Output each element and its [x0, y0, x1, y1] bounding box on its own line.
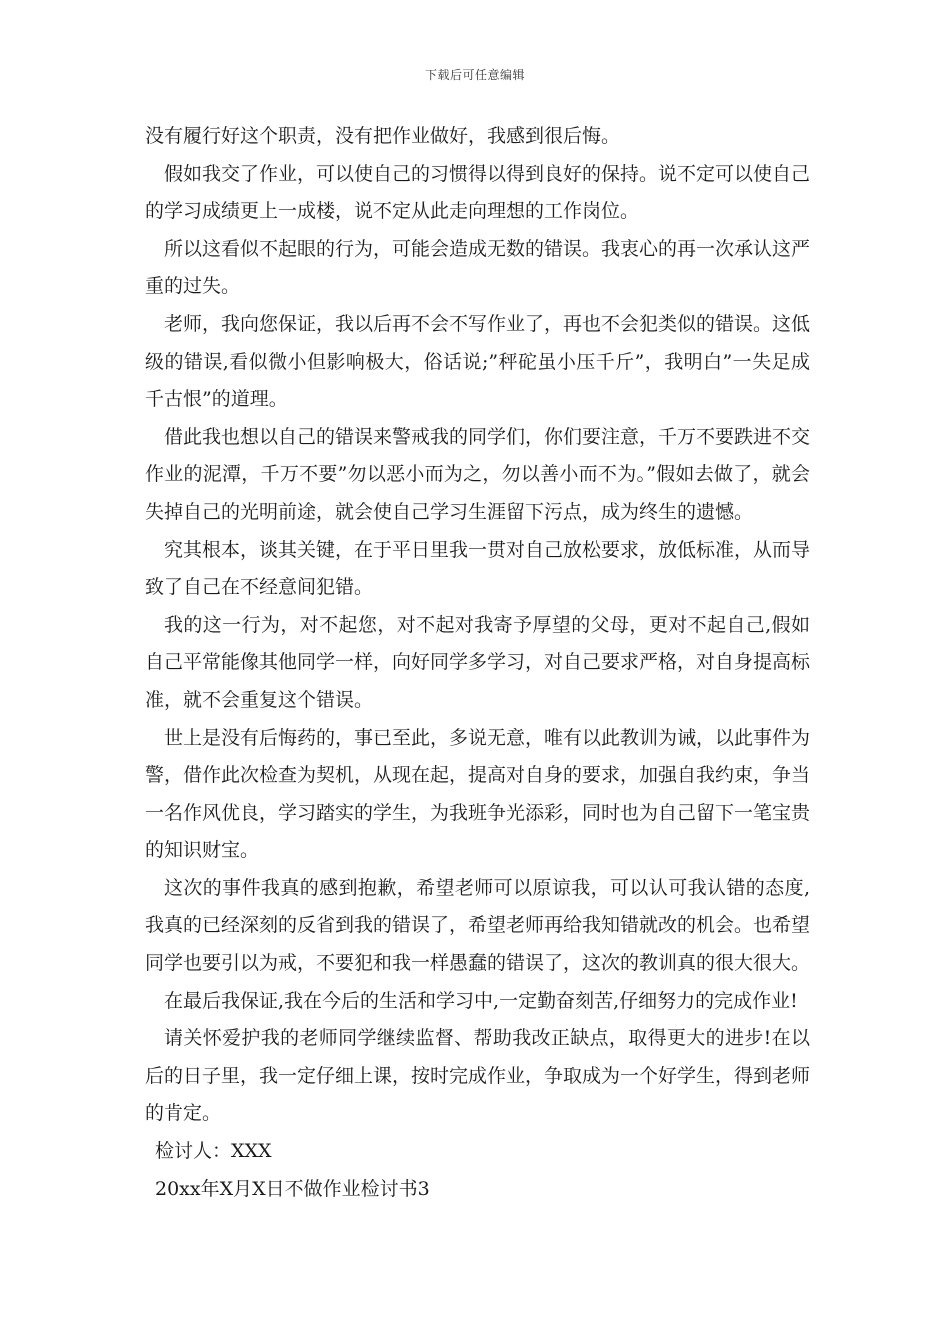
date-line: 20xx年X月X日不做作业检讨书3 [155, 1177, 430, 1200]
paragraph-6: 究其根本，谈其关键，在于平日里我一贯对自己放松要求，放低标准，从而导致了自己在不经意间犯错。 [145, 538, 811, 599]
paragraph-8: 世上是没有后悔药的，事已至此，多说无意，唯有以此教训为诫，以此事件为警，借作此次检查为契机，从现在起，提高对自身的要求，加强自我约束，争当一名作风优良，学习踏实的学生，为我班争光添彩，同时也为自己留下一笔宝贵的知识财宝。 [145, 726, 811, 862]
document-body [145, 118, 810, 1208]
paragraph-2: 假如我交了作业，可以使自己的习惯得以得到良好的保持。说不定可以使自己的学习成绩更上一成楼，说不定从此走向理想的工作岗位。 [145, 162, 811, 223]
paragraph-11: 请关怀爱护我的老师同学继续监督、帮助我改正缺点，取得更大的进步!在以后的日子里，我一定仔细上课，按时完成作业，争取成为一个好学生，得到老师的肯定。 [145, 1027, 811, 1125]
paragraph-7: 我的这一行为，对不起您，对不起对我寄予厚望的父母，更对不起自己,假如自己平常能像其他同学一样，向好同学多学习，对自己要求严格，对自身提高标准，就不会重复这个错误。 [145, 613, 811, 711]
paragraph-3: 所以这看似不起眼的行为，可能会造成无数的错误。我衷心的再一次承认这严重的过失。 [145, 237, 811, 298]
paragraph-4: 老师，我向您保证，我以后再不会不写作业了，再也不会犯类似的错误。这低级的错误,看似微小但影响极大，俗话说;”秤砣虽小压千斤”，我明白”一失足成千古恨”的道理。 [145, 312, 811, 411]
paragraph-1: 没有履行好这个职责，没有把作业做好，我感到很后悔。 [145, 125, 621, 147]
signature-line: 检讨人：XXX [155, 1140, 272, 1163]
paragraph-9: 这次的事件我真的感到抱歉，希望老师可以原谅我，可以认可我认错的态度,我真的已经深刻的反省到我的错误了，希望老师再给我知错就改的机会。也希望同学也要引以为戒，不要犯和我一样愚蠢的错误了，这次的教训真的很大很大。 [145, 876, 811, 975]
paragraph-10: 在最后我保证,我在今后的生活和学习中,一定勤奋刻苦,仔细努力的完成作业! [164, 989, 798, 1012]
page-header: 下载后可任意编辑 [424, 68, 525, 82]
paragraph-5: 借此我也想以自己的错误来警戒我的同学们，你们要注意，千万不要跌进不交作业的泥潭，千万不要”勿以恶小而为之，勿以善小而不为。”假如去做了，就会失掉自己的光明前途，就会使自己学习生涯留下污点，成为终生的遗憾。 [145, 425, 811, 523]
